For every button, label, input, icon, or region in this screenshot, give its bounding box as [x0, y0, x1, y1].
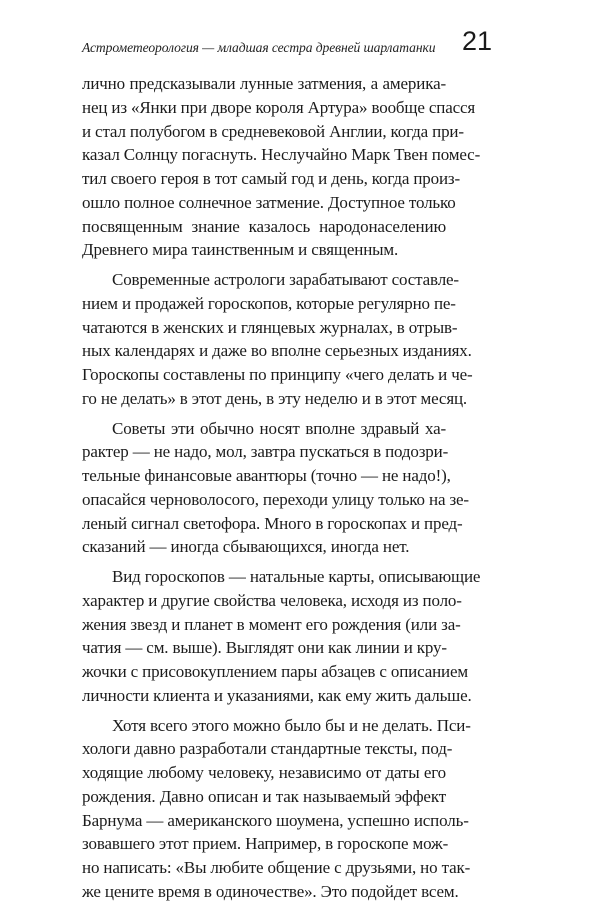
text-line: леный сигнал светофора. Много в гороскопах и пред- [82, 513, 463, 533]
text-line: жения звезд и планет в момент его рождения (или за- [82, 614, 461, 634]
text-line: Барнума — американского шоумена, успешно исполь- [82, 810, 469, 830]
text-line: ходящие любому человеку, независимо от даты его [82, 763, 446, 782]
text-line: ошло полное солнечное затмение. Доступное только [82, 192, 456, 212]
text-line: Гороскопы составлены по принципу «чего делать и че- [82, 365, 473, 384]
text-line: опасайся черноволосого, переходи улицу только на зе- [82, 489, 469, 509]
paragraph [82, 565, 481, 708]
text-line: Хотя всего этого можно было бы и не делать. Пси- [112, 715, 471, 735]
text-line: Древнего мира таинственным и священным. [82, 240, 399, 260]
text-line: рождения. Давно описан и так называемый эффект [82, 786, 446, 806]
text-line: Вид гороскопов — натальные карты, описывающие [112, 567, 481, 586]
body-text [82, 72, 481, 904]
text-line: личности клиента и указаниями, как ему жить дальше. [82, 685, 472, 705]
paragraph [82, 417, 469, 560]
text-line: характер и другие свойства человека, исходя из поло- [82, 590, 462, 610]
text-line: сказаний — иногда сбывающихся, иногда нет. [82, 537, 410, 557]
text-line: тил своего героя в тот самый год и день, когда произ- [82, 169, 461, 188]
text-line: казал Солнцу погаснуть. Неслучайно Марк Твен помес- [82, 145, 481, 165]
text-line: и стал полубогом в средневековой Англии, когда при- [82, 121, 464, 141]
text-line: Современные астрологи зарабатывают составле- [112, 270, 459, 289]
page-number: 21 [461, 26, 492, 56]
text-line: нец из «Янки при дворе короля Артура» вообще спасся [82, 97, 476, 117]
text-line: лично предсказывали лунные затмения, а америка- [82, 74, 446, 93]
text-line: ных календарях и даже во вполне серьезных изданиях. [82, 341, 472, 361]
text-line: зовавшего этот прием. Например, в гороскопе мож- [82, 834, 449, 854]
paragraph [82, 72, 481, 262]
text-line: хологи давно разработали стандартные тексты, под- [82, 739, 453, 759]
text-line: го не делать» в этот день, в эту неделю и в этот месяц. [82, 388, 468, 408]
text-line: чатаются в женских и глянцевых журналах, в отрыв- [82, 317, 458, 337]
text-line: Советы эти обычно носят вполне здравый ха- [112, 418, 446, 438]
text-line: рактер — не надо, мол, завтра пускаться в подозри- [82, 442, 449, 462]
text-line: тельные финансовые авантюры (точно — не надо!), [82, 466, 451, 485]
text-line: но написать: «Вы любите общение с друзьями, но так- [82, 858, 471, 877]
running-head: Астрометеорология — младшая сестра древней шарлатанки [82, 40, 436, 55]
text-line: же цените время в одиночестве». Это подойдет всем. [82, 881, 459, 901]
paragraph [82, 714, 471, 904]
paragraph [82, 268, 473, 411]
text-line: чатия — см. выше). Выглядят они как линии и кру- [82, 638, 447, 658]
text-line: посвященным знание казалось народонаселению [82, 216, 446, 236]
text-line: жочки с присовокуплением пары абзацев с описанием [82, 662, 469, 681]
text-line: нием и продажей гороскопов, которые регулярно пе- [82, 293, 456, 313]
